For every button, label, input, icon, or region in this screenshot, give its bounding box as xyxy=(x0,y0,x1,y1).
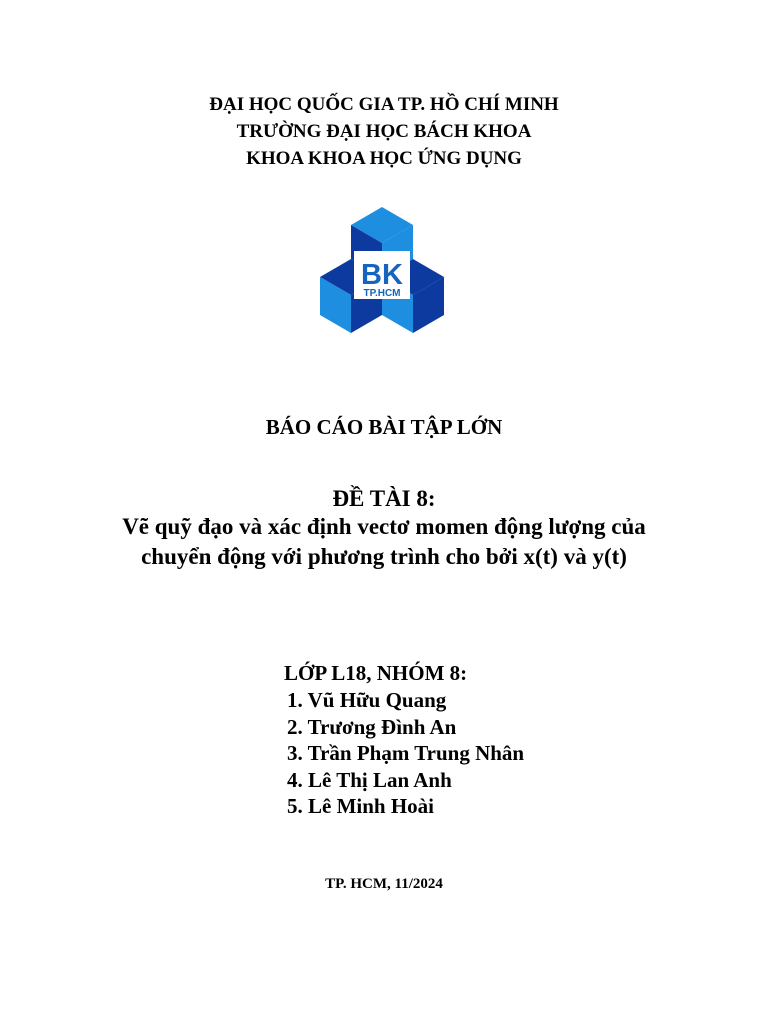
topic-title-line1: Vẽ quỹ đạo và xác định vectơ momen động lượng của xyxy=(122,514,646,539)
member-item: 5. Lê Minh Hoài xyxy=(287,794,435,818)
report-type: BÁO CÁO BÀI TẬP LỚN xyxy=(265,415,503,439)
faculty-name: KHOA KHOA HỌC ỨNG DỤNG xyxy=(246,148,522,169)
group-section xyxy=(284,660,687,820)
group-heading: LỚP L18, NHÓM 8: xyxy=(284,661,468,685)
place-date: TP. HCM, 11/2024 xyxy=(325,876,443,892)
member-item: 3. Trần Phạm Trung Nhân xyxy=(287,741,525,765)
logo-main-text: BK xyxy=(361,259,403,291)
logo-sub-text: TP.HCM xyxy=(363,288,401,299)
school-name: TRƯỜNG ĐẠI HỌC BÁCH KHOA xyxy=(236,121,532,142)
topic-title-line2: chuyển động với phương trình cho bởi x(t) và y(t) xyxy=(141,544,627,569)
member-item: 2. Trương Đình An xyxy=(287,714,457,739)
member-item: 1. Vũ Hữu Quang xyxy=(287,688,447,712)
member-list xyxy=(287,687,687,820)
university-name: ĐẠI HỌC QUỐC GIA TP. HỒ CHÍ MINH xyxy=(209,94,559,115)
bk-logo xyxy=(318,205,446,335)
topic-number: ĐỀ TÀI 8: xyxy=(332,486,436,511)
member-item: 4. Lê Thị Lan Anh xyxy=(287,767,452,792)
